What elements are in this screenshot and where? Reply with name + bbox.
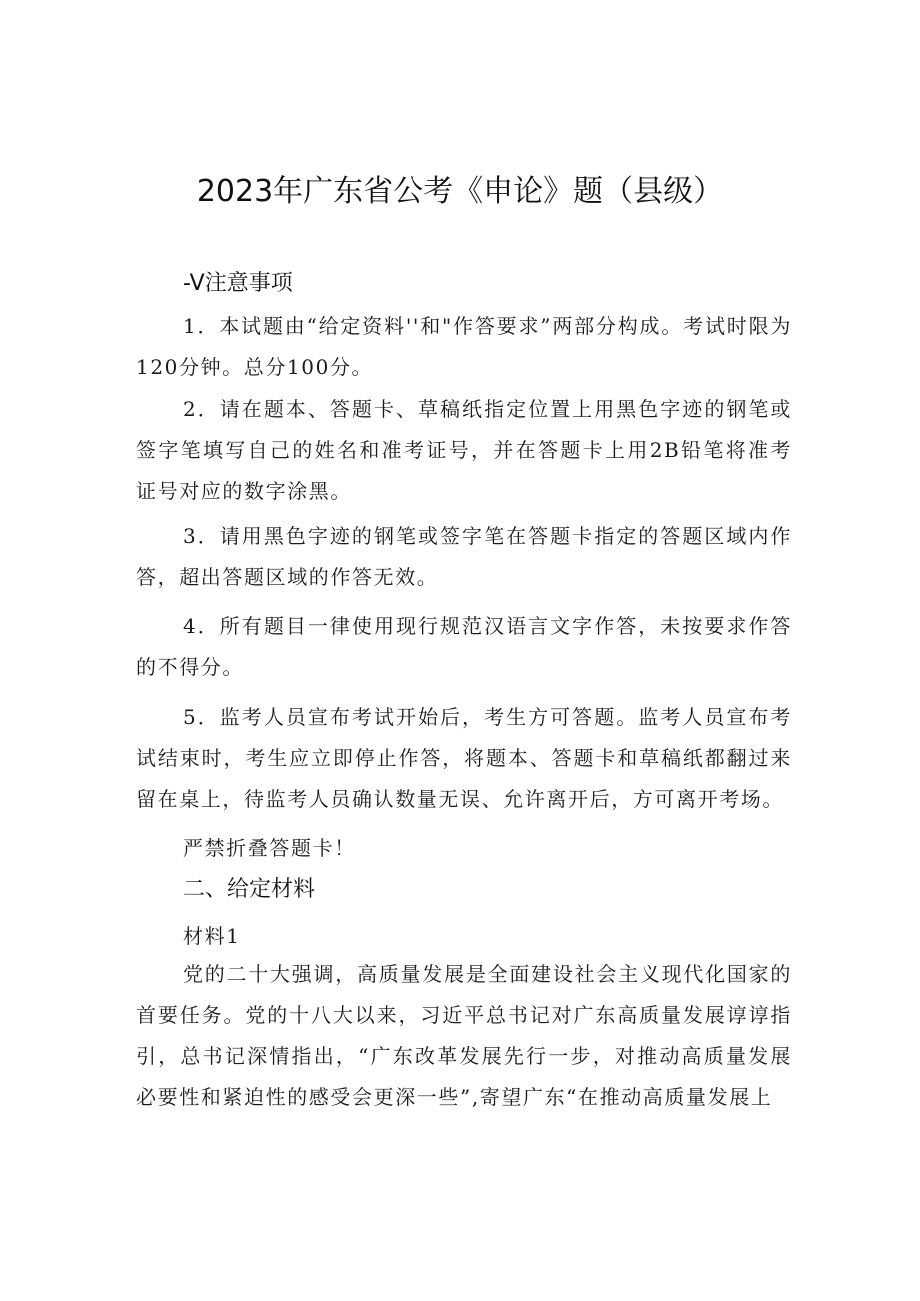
notice-item-5: 5．监考人员宣布考试开始后，考生方可答题。监考人员宣布考试结束时，考生应立即停止作答，将题本、答题卡和草稿纸都翻过来留在桌上，待监考人员确认数量无误、允许离开后，方可离开考场。 [136,705,792,811]
notice-item-1: 1．本试题由“给定资料''和"作答要求”两部分构成。考试时限为120分钟。总分100分。 [136,314,792,379]
warning-text: 严禁折叠答题卡！ [183,836,356,860]
document-title: 2023年广东省公考《申论》题（县级） [196,174,724,209]
material-label: 材料1 [183,924,241,948]
notice-item-4: 4．所有题目一律使用现行规范汉语言文字作答，未按要求作答的不得分。 [136,614,792,679]
section-heading-materials: 二、给定材料 [183,877,316,902]
material-paragraph: 党的二十大强调，高质量发展是全面建设社会主义现代化国家的首要任务。党的十八大以来，习近平总书记对广东高质量发展谆谆指引，总书记深情指出，“广东改革发展先行一步，对推动高质量发展必要性和紧迫性的感受会更深一些”,寄望广东“在推动高质量发展上 [136,962,792,1109]
notice-item-2: 2．请在题本、答题卡、草稿纸指定位置上用黑色字迹的钢笔或签字笔填写自己的姓名和准考证号，并在答题卡上用2B铅笔将准考证号对应的数字涂黑。 [136,397,792,503]
section-heading-notices: -V注意事项 [183,271,293,296]
notice-item-3: 3．请用黑色字迹的钢笔或签字笔在答题卡指定的答题区域内作答，超出答题区域的作答无效。 [136,524,792,589]
